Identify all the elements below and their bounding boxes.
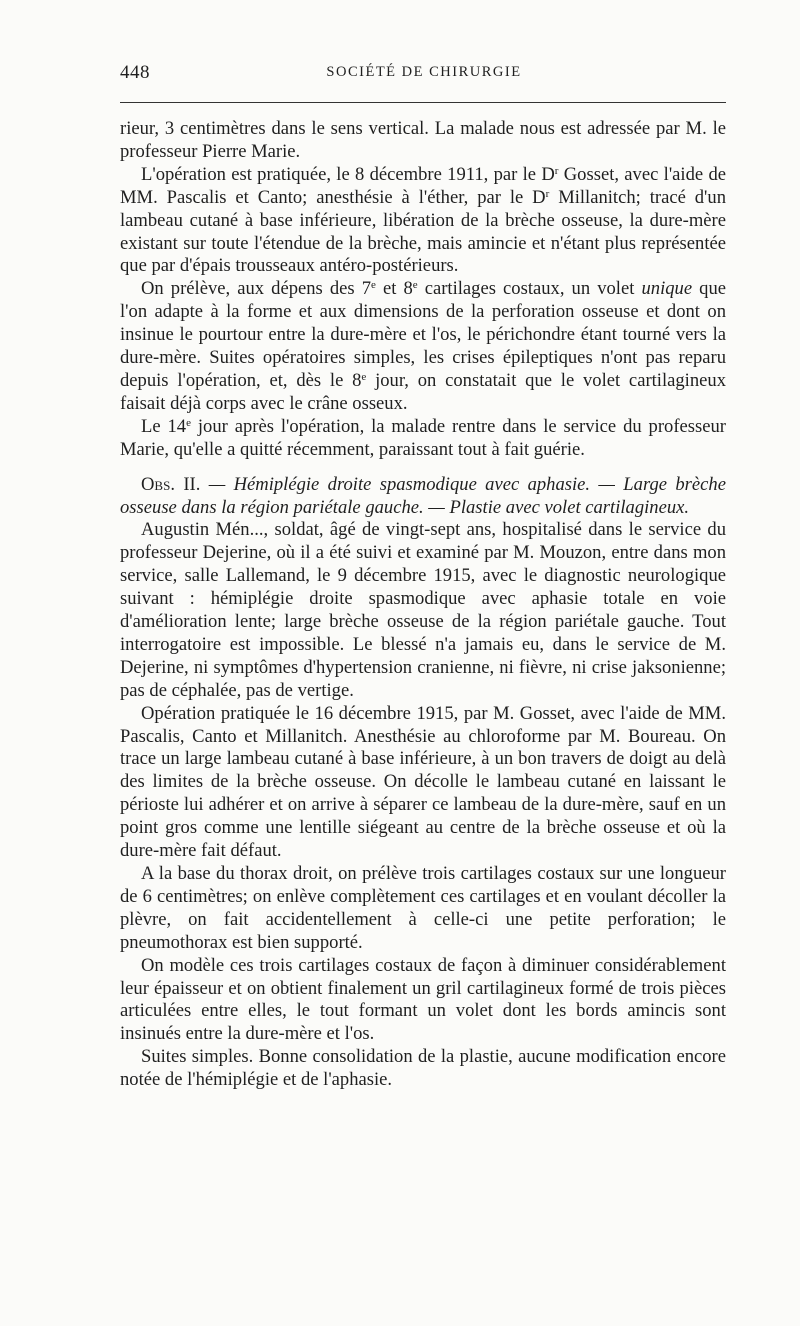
paragraph-continuation: rieur, 3 centimètres dans le sens vertical. La malade nous est adressée par M. le professeur Pierre Marie. — [120, 118, 726, 162]
paragraph-operation-1: L'opération est pratiquée, le 8 décembre 1911, par le $D^r$ Gosset, avec l'aide de MM. Pascalis et Canto; anesthésie à l'éther, par le $D^r$ Millanitch; tracé d'un lambeau cutané à base inférieure, libération de la brèche osseuse, la dure-mère existant sur toute l'étendue de la brèche, mais amincie et n'étant plus représentée que par d'épais trousseaux antéro-postérieurs. — [120, 163, 726, 277]
paragraph-graft-1: On prélève, aux dépens des 7e et 8e cartilages costaux, un volet unique que l'on adapte à la forme et aux dimensions de la perforation osseuse et dont on insinue le pourtour entre la dure-mère et l'os, le périchondre étant tourné vers la dure-mère. Suites opératoires simples, les crises épileptiques n'ont pas reparu depuis l'opération, et, dès le 8e jour, on constatait que le volet cartilagineux faisait déjà corps avec le crâne osseux. — [120, 278, 726, 414]
page-header — [120, 62, 728, 88]
paragraph-cartilage-shaping: On modèle ces trois cartilages costaux de façon à diminuer considérablement leur épaisseur et on obtient finalement un gril cartilagineux formé de trois pièces articulées entre elles, le tout formant un volet dont les bords amincis sont insinués entre la dure-mère et l'os. — [120, 954, 726, 1045]
paragraph-cartilage-harvest: A la base du thorax droit, on prélève trois cartilages costaux sur une longueur de 6 centimètres; on enlève complètement ces cartilages et en voulant décoller la plèvre, on fait accidentellement à celle-ci une petite perforation; le pneumothorax est bien supporté. — [120, 863, 726, 953]
observation-heading — [120, 474, 726, 520]
paragraph-outcome-1: Le 14e jour après l'opération, la malade rentre dans le service du professeur Marie, qu'elle a quitté récemment, paraissant tout à fait guérie. — [120, 415, 727, 460]
header-rule — [120, 102, 726, 103]
page-number: 448 — [120, 62, 150, 83]
paragraph-outcome-2: Suites simples. Bonne consolidation de la plastie, aucune modification encore notée de l'hémiplégie et de l'aphasie. — [120, 1046, 726, 1091]
observation-label: Obs. II. — [141, 473, 201, 495]
running-title: SOCIÉTÉ DE CHIRURGIE — [326, 64, 522, 80]
body-text — [120, 118, 726, 1092]
paragraph-operation-2: Opération pratiquée le 16 décembre 1915, par M. Gosset, avec l'aide de MM. Pascalis, Canto et Millanitch. Anesthésie au chloroforme par M. Boureau. On trace un large lambeau cutané à base inférieure, à un bon travers de doigt au delà des limites de la brèche osseuse. On décolle le lambeau cutané en laissant le périoste lui adhérer et on arrive à séparer ce lambeau de la dure-mère, sauf en un point gros comme une lentille siégeant au centre de la brèche osseuse et où la dure-mère fait défaut. — [120, 702, 726, 862]
paragraph-patient-history: Augustin Mén..., soldat, âgé de vingt-sept ans, hospitalisé dans le service du professeur Dejerine, où il a été suivi et examiné par M. Mouzon, entre dans mon service, salle Lallemand, le 9 décembre 1915, avec le diagnostic neurologique suivant : hémiplégie droite spasmodique avec aphasie totale en voie d'amélioration lente; large brèche osseuse de la région pariétale gauche. Tout interrogatoire est impossible. Le blessé n'a jamais eu, dans le service de M. Dejerine, ni symptômes d'hypertension cranienne, ni fièvre, ni crise jaksonienne; pas de céphalée, pas de vertige. — [120, 519, 726, 701]
observation-title: — Hémiplégie droite spasmodique avec aphasie. — Large brèche osseuse dans la région pariétale gauche. — Plastie avec volet cartilagineux. — [120, 473, 726, 518]
